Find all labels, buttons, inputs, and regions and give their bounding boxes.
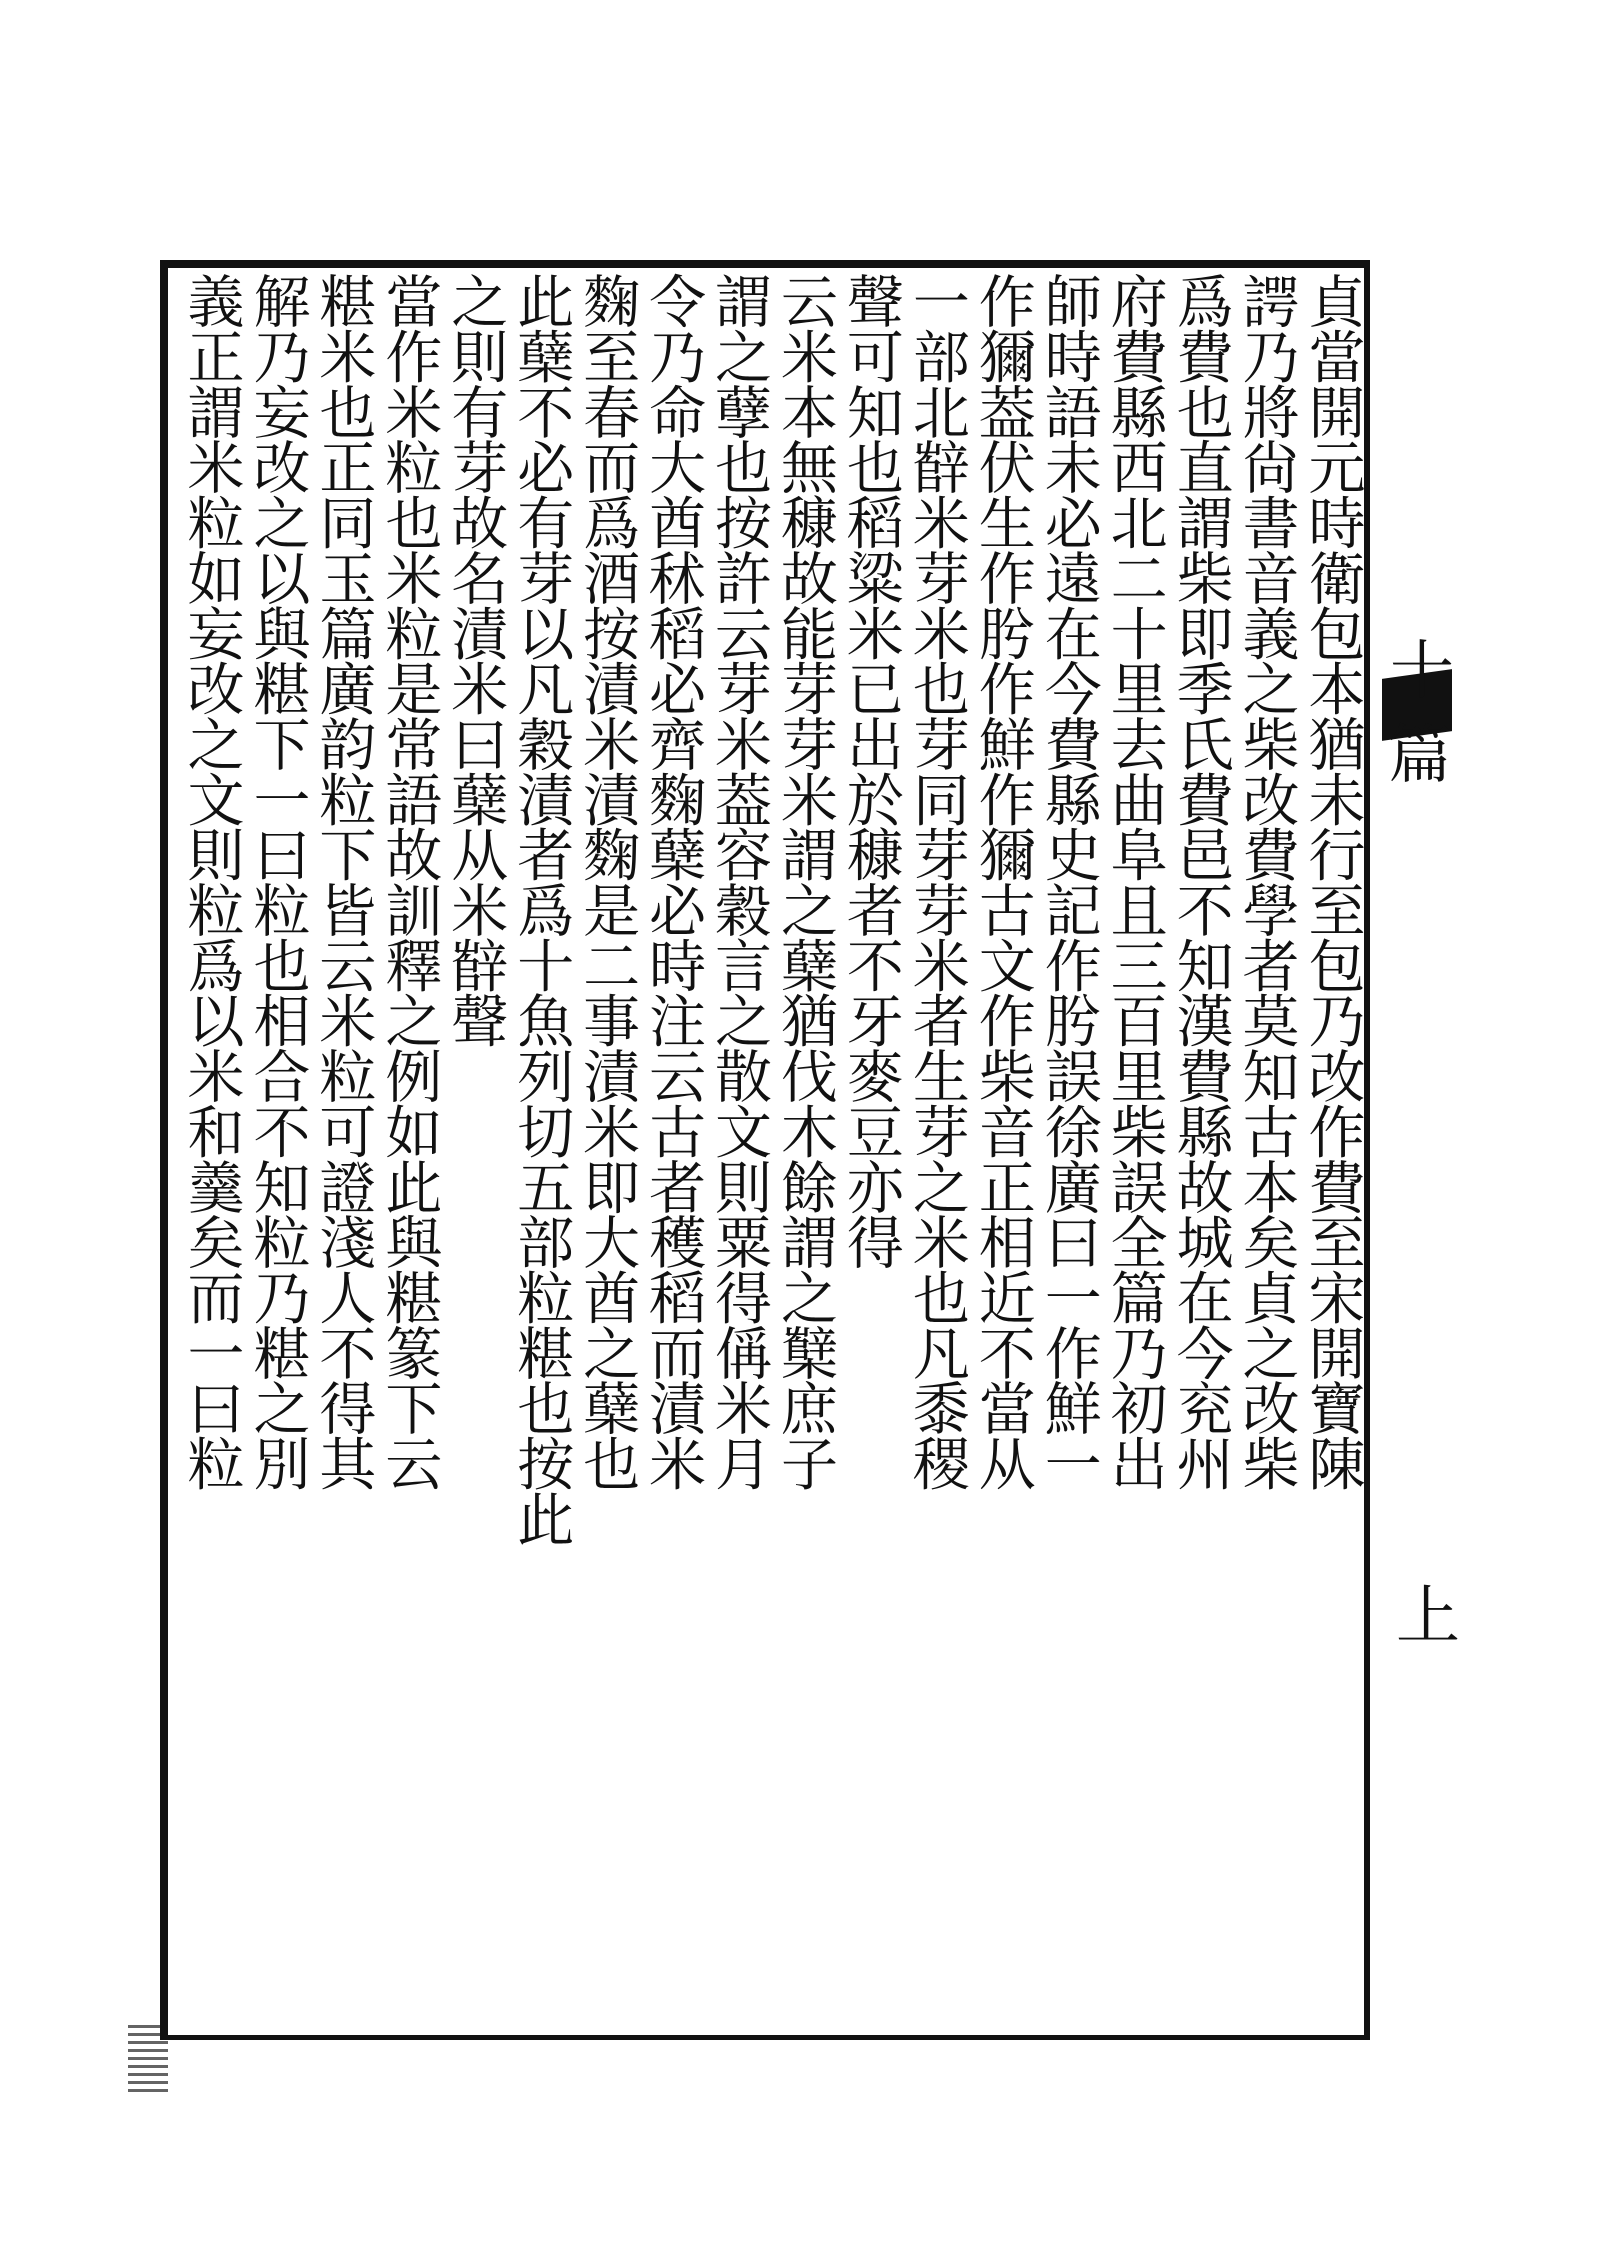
text-column-14: 之則有芽故名漬米曰蘖从米辥聲	[441, 272, 508, 1047]
text-column-9: 云米本無穅故能芽芽米謂之蘖猶伐木餘謂之櫱庶子	[771, 272, 838, 1490]
text-column-17: 解乃妄改之以與糂下一曰粒也相合不知粒乃糂之別	[243, 272, 310, 1490]
text-columns	[178, 272, 1365, 2020]
text-column-7: 一部北辥米芽米也芽同芽芽米者生芽之米也凡黍稷	[903, 272, 970, 1490]
text-column-3: 爲費也直謂柴即季氏費邑不知漢費縣故城在今兖州	[1167, 272, 1234, 1490]
margin-lower-char: 上	[1396, 1580, 1460, 1654]
margin-top-char: 十	[1390, 635, 1454, 709]
text-column-5: 師時語未必遠在今費縣史記作肹誤徐廣曰一作鮮一	[1035, 272, 1102, 1490]
text-column-16: 糂米也正同玉篇廣韵粒下皆云米粒可證淺人不得其	[309, 272, 376, 1490]
text-column-15: 當作米粒也米粒是常語故訓釋之例如此與糂篆下云	[375, 272, 442, 1490]
text-column-2: 諤乃將尙書音義之柴改費學者莫知古本矣貞之改柴	[1233, 272, 1299, 1490]
text-column-8: 聲可知也稻粱米已出於穅者不牙麥豆亦得	[837, 272, 904, 1269]
text-column-4: 府費縣西北二十里去曲阜且三百里柴誤全篇乃初出	[1101, 272, 1168, 1490]
text-column-13: 此蘖不必有芽以凡穀漬者爲十魚列切五部粒糂也按此	[507, 272, 574, 1546]
margin-middle-char: 篇	[1388, 719, 1452, 793]
text-column-12: 麴至春而爲酒按漬米漬麴是二事漬米即大酋之蘖也	[573, 272, 640, 1490]
text-column-18: 義正謂米粒如妄改之文則粒爲以米和羹矣而一曰粒	[178, 272, 244, 1490]
text-column-11: 令乃命大酋秫稻必齊麴蘖必時注云古者穫稻而漬米	[639, 272, 706, 1490]
text-column-1: 貞當開元時衛包本猶未行至包乃改作費至宋開寶陳	[1298, 272, 1365, 1490]
text-column-10: 謂之孽也按許云芽米葢容穀言之散文則粟得偁米月	[705, 272, 772, 1490]
scan-edge-noise	[128, 2022, 168, 2092]
text-column-6: 作獮葢伏生作肹作鮮作獮古文作柴音正相近不當从	[969, 272, 1036, 1490]
